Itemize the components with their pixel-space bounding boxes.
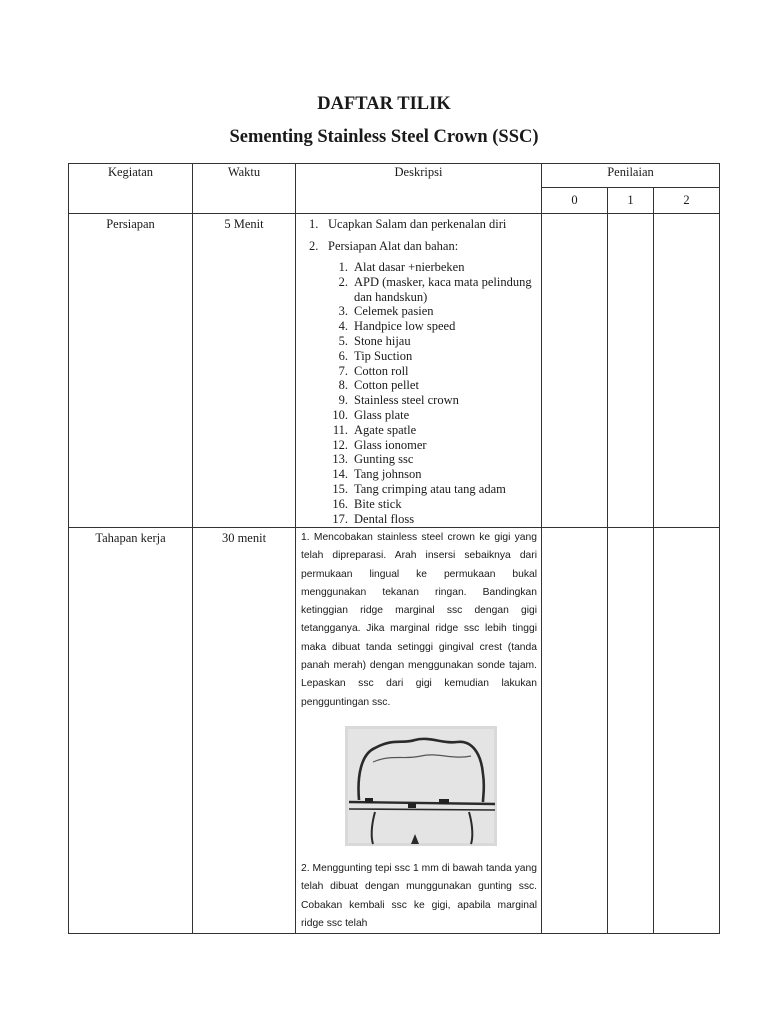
header-deskripsi: Deskripsi [296, 164, 542, 214]
equipment-item: 3. Celemek pasien [338, 304, 434, 319]
checklist-table [68, 163, 720, 934]
header-kegiatan: Kegiatan [69, 164, 193, 214]
equipment-item: 10. Glass plate [332, 407, 410, 422]
table-row [69, 214, 720, 528]
document-title: DAFTAR TILIK [317, 94, 451, 114]
header-row [69, 164, 720, 188]
kegiatan-cell: Tahapan kerja [69, 528, 193, 934]
step-paragraph: 2. Menggunting tepi ssc 1 mm di bawah tanda yang telah dibuat dengan munggunakan gunting ssc. Cobakan kembali ssc ke gigi, apabila marginal ridge ssc telah [301, 862, 537, 929]
header-penilaian: Penilaian [542, 164, 720, 188]
equipment-item: 7. Cotton roll [338, 363, 409, 378]
equipment-item: 15. Tang crimping atau tang adam [332, 481, 506, 496]
equipment-item: 14. Tang johnson [332, 467, 422, 482]
equipment-item: 17. Dental floss [332, 511, 415, 526]
kegiatan-cell: Persiapan [69, 214, 193, 528]
score-0-cell [542, 214, 608, 528]
equipment-item: 2. APD (masker, kaca mata pelindung dan handskun) [338, 274, 532, 304]
equipment-item: 11. Agate spatle [332, 422, 417, 437]
deskripsi-cell [296, 214, 542, 528]
step-paragraph: 1. Mencobakan stainless steel crown ke gigi yang telah dipreparasi. Arah insersi sebaiknya dari permukaan lingual ke permukaan bukal menggunakan tekanan ringan. Bandingkan ketinggian ridge marginal ssc dengan gigi tetangganya. Jika marginal ridge ssc lebih tinggi maka dibuat tanda setinggi gingival crest (tanda panah merah) dengan menggunakan sonde tajam. Lepaskan ssc dari gigi kemudian lakukan pengguntingan ssc. [301, 532, 537, 708]
equipment-item: 16. Bite stick [332, 496, 402, 511]
equipment-item: 8. Cotton pellet [338, 378, 419, 393]
score-1-header: 1 [608, 188, 654, 214]
header-waktu: Waktu [193, 164, 296, 214]
equipment-item: 9. Stainless steel crown [338, 393, 459, 408]
waktu-cell: 5 Menit [193, 214, 296, 528]
list-item: 1. Ucapkan Salam dan perkenalan diri [309, 217, 507, 231]
list-item: 2. Persiapan Alat dan bahan: [309, 239, 459, 253]
equipment-item: 4. Handpice low speed [338, 319, 456, 334]
table-row [69, 528, 720, 934]
waktu-cell: 30 menit [193, 528, 296, 934]
score-0-cell [542, 528, 608, 934]
crown-sketch-image [345, 726, 497, 846]
score-2-cell [654, 214, 720, 528]
equipment-item: 1. Alat dasar +nierbeken [338, 260, 465, 274]
score-2-header: 2 [654, 188, 720, 214]
score-1-cell [608, 214, 654, 528]
equipment-item: 12. Glass ionomer [332, 437, 427, 452]
equipment-list [296, 260, 541, 526]
equipment-item: 6. Tip Suction [338, 348, 413, 363]
equipment-item: 5. Stone hijau [338, 333, 411, 348]
score-2-cell [654, 528, 720, 934]
deskripsi-cell [296, 528, 542, 934]
equipment-item: 13. Gunting ssc [332, 452, 414, 467]
score-1-cell [608, 528, 654, 934]
step-list [296, 217, 541, 254]
document-subtitle: Sementing Stainless Steel Crown (SSC) [229, 127, 539, 147]
score-0-header: 0 [542, 188, 608, 214]
